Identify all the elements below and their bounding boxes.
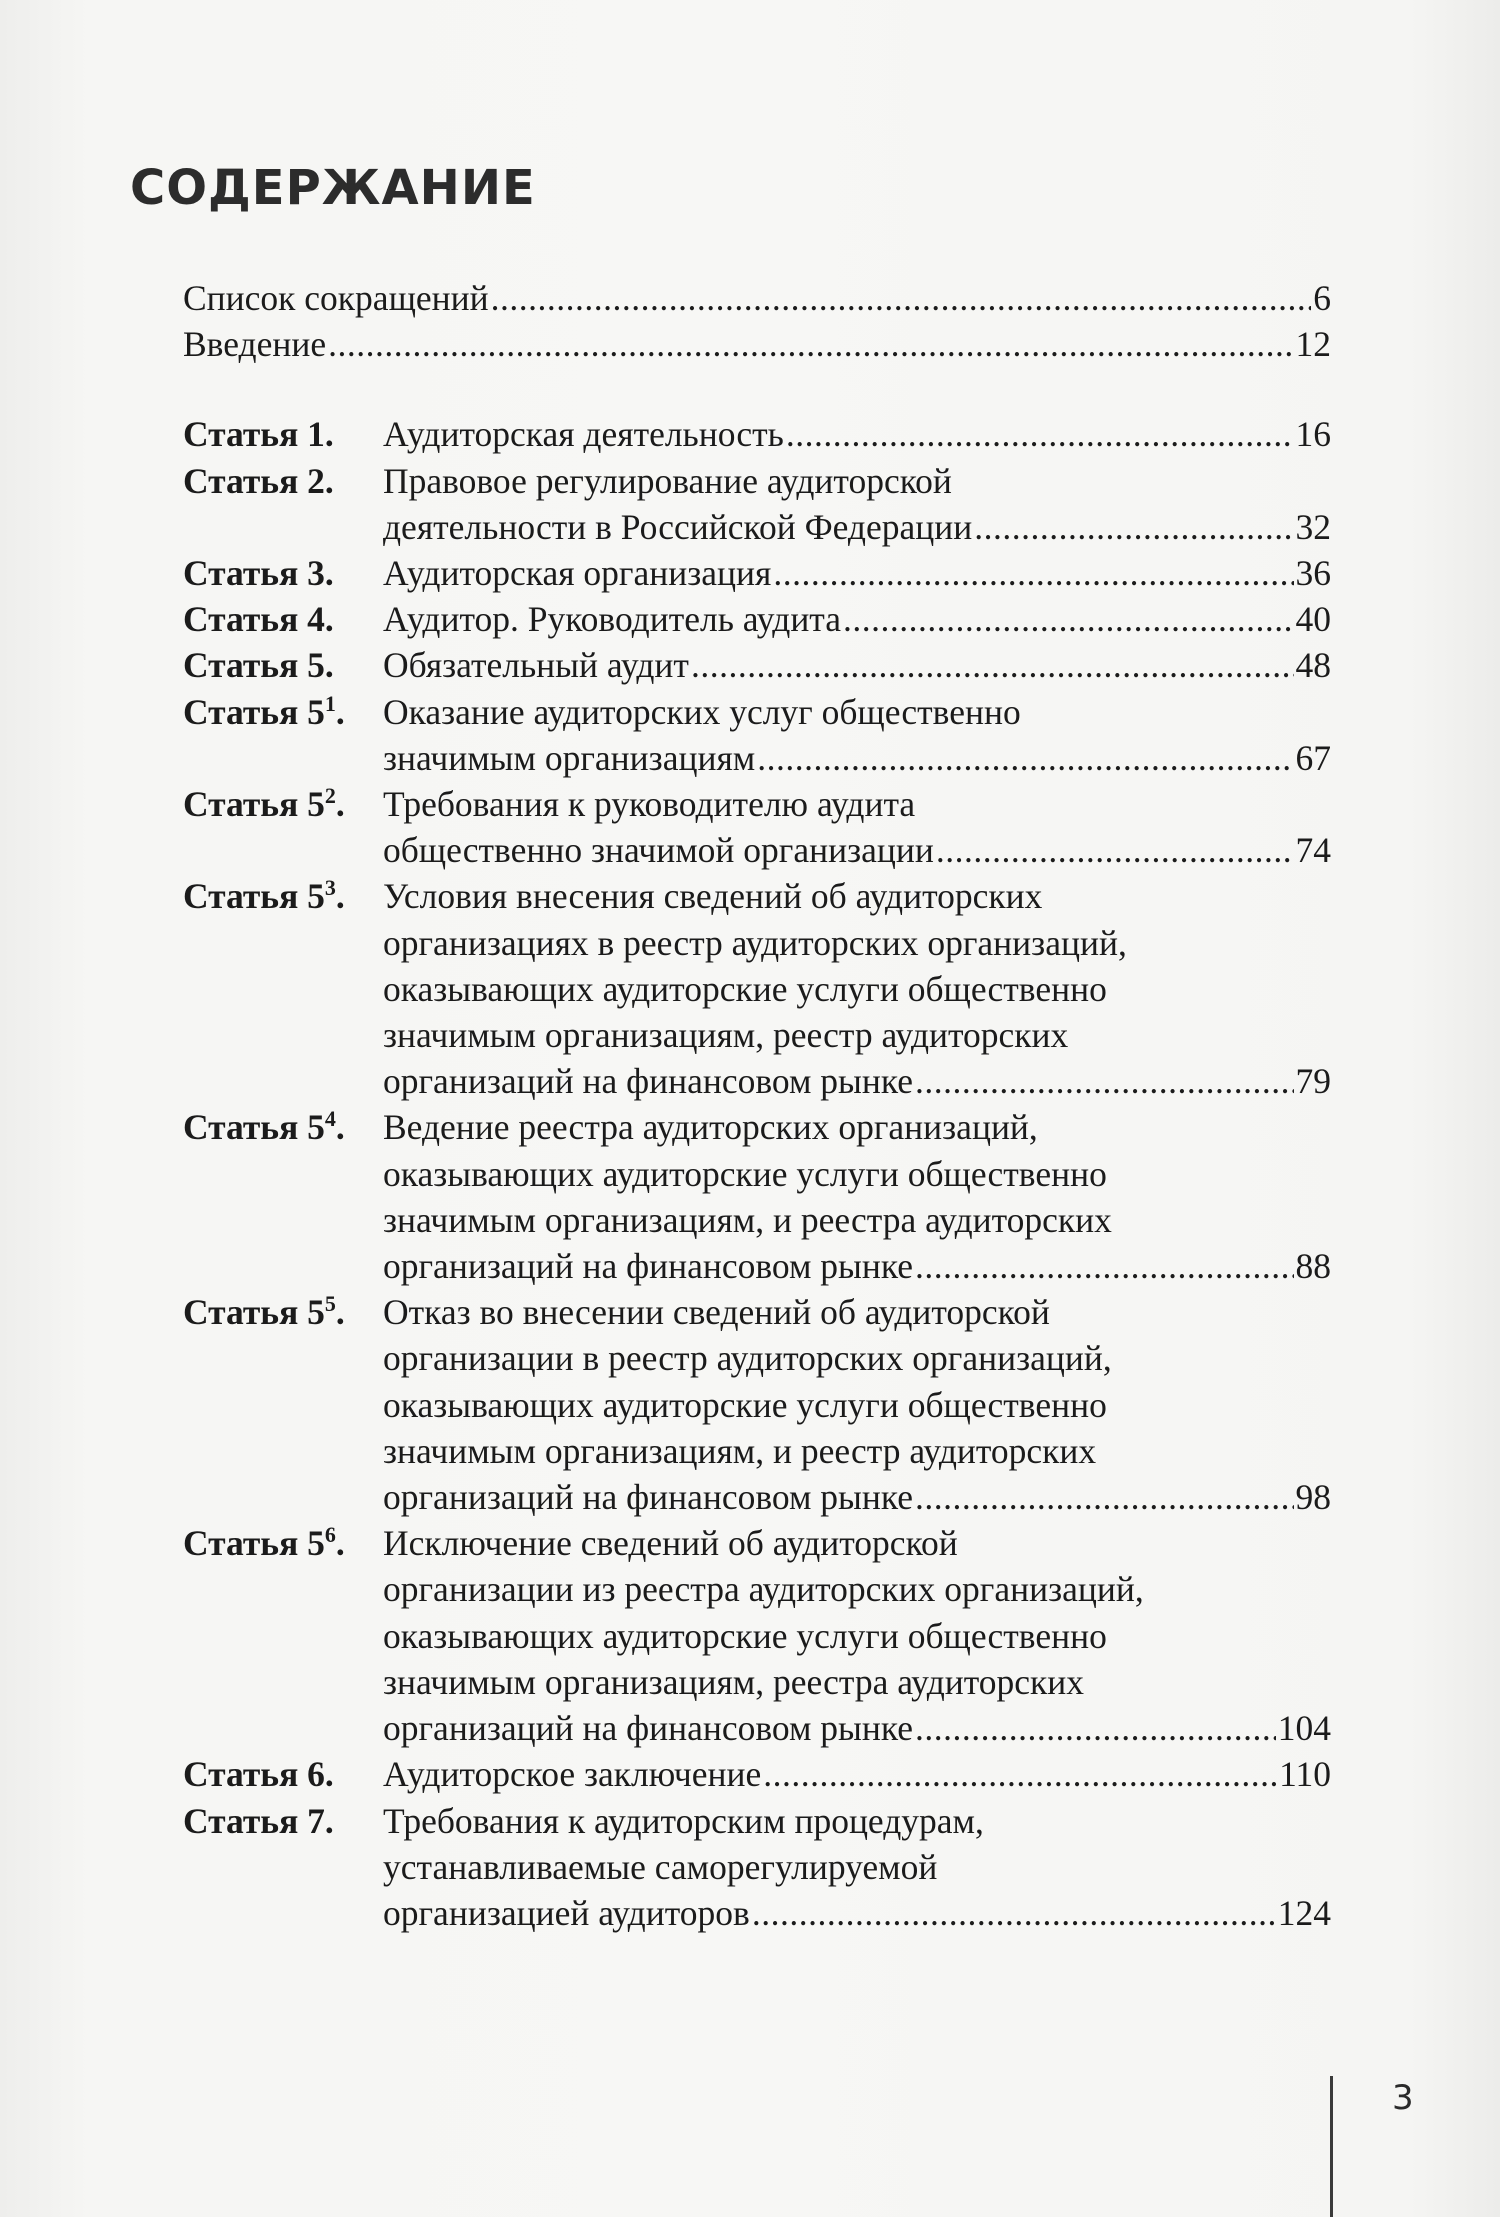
toc-entry-title — [383, 689, 1331, 781]
article-number — [183, 873, 383, 919]
toc-entry-line: Список сокращений — [183, 278, 489, 318]
article-label: Статья 5. — [183, 645, 334, 686]
toc-entry-line: организаций на финансовом рынке — [383, 1061, 914, 1102]
toc-entry-line: Исключение сведений об аудиторской — [383, 1523, 958, 1564]
dot-leader — [915, 1058, 1293, 1104]
dot-leader — [915, 1705, 1276, 1751]
toc-entry-last-line — [383, 596, 1331, 642]
toc-page-number: 67 — [1295, 737, 1331, 778]
dot-leader — [763, 1751, 1277, 1797]
article-label: Статья 5 — [183, 1107, 325, 1148]
toc-page-number: 36 — [1295, 553, 1331, 594]
toc-entry-last-line — [183, 275, 1331, 321]
toc-entry-title — [183, 275, 1331, 321]
article-number — [183, 550, 383, 596]
toc-page-number: 48 — [1295, 645, 1331, 686]
article-dot: . — [335, 784, 345, 825]
toc-entry-line: оказывающих аудиторские услуги общественно — [383, 1615, 1107, 1656]
toc-entry-last-line — [383, 735, 1331, 781]
toc-entry-title — [383, 596, 1331, 642]
toc-entry — [183, 1798, 1331, 1937]
toc-entry-last-line — [183, 321, 1331, 367]
toc-entry-title — [383, 411, 1331, 457]
toc-entry-line: Аудиторская деятельность — [383, 414, 784, 455]
dot-leader — [843, 596, 1293, 642]
toc-entry-line: устанавливаемые саморегулируемой — [383, 1846, 938, 1887]
dot-leader — [491, 275, 1312, 321]
toc-entry-line: Ведение реестра аудиторских организаций, — [383, 1107, 1038, 1148]
toc-entry-line: Требования к аудиторским процедурам, — [383, 1800, 984, 1841]
toc-entry — [183, 321, 1331, 367]
article-label: Статья 5 — [183, 691, 325, 732]
toc-page-number: 74 — [1295, 830, 1331, 871]
article-dot: . — [335, 1292, 345, 1333]
article-superscript: 4 — [324, 1106, 336, 1132]
dot-leader — [786, 411, 1294, 457]
dot-leader — [915, 1243, 1293, 1289]
toc-entry — [183, 411, 1331, 457]
toc-entry-last-line — [383, 642, 1331, 688]
toc-page-number: 104 — [1277, 1708, 1331, 1749]
toc-entry — [183, 642, 1331, 688]
article-number — [183, 1520, 383, 1566]
article-dot: . — [335, 876, 345, 917]
toc-entry-line: значимым организациям, и реестр аудиторских — [383, 1430, 1097, 1471]
toc-entry — [183, 873, 1331, 1104]
toc-entry — [183, 596, 1331, 642]
toc-entry-line: Требования к руководителю аудита — [383, 784, 916, 825]
toc-entry-title — [383, 550, 1331, 596]
toc-entry-title — [183, 321, 1331, 367]
article-label: Статья 6. — [183, 1754, 334, 1795]
toc-entry-last-line — [383, 504, 1331, 550]
toc-entry-line: значимым организациям, реестра аудиторских — [383, 1661, 1085, 1702]
toc-page-number: 16 — [1295, 414, 1331, 455]
dot-leader — [752, 1890, 1276, 1936]
toc-entry-last-line — [383, 411, 1331, 457]
toc-page-number: 6 — [1313, 278, 1331, 318]
toc-entry-line: организаций на финансовом рынке — [383, 1708, 914, 1749]
toc-entry-line: Аудиторская организация — [383, 553, 772, 594]
toc-entry — [183, 275, 1331, 321]
article-superscript: 3 — [324, 875, 336, 901]
article-dot: . — [335, 691, 345, 732]
dot-leader — [915, 1474, 1293, 1520]
toc-entry-line: Аудиторское заключение — [383, 1754, 762, 1795]
toc-heading: СОДЕРЖАНИЕ — [130, 160, 536, 216]
toc-entry-line: организации в реестр аудиторских организаций, — [383, 1338, 1112, 1379]
toc-page-number: 124 — [1277, 1892, 1331, 1933]
toc-entry-last-line — [383, 1890, 1331, 1936]
toc-entry-line: оказывающих аудиторские услуги общественно — [383, 968, 1107, 1009]
article-number — [183, 1798, 383, 1844]
article-superscript: 6 — [324, 1522, 336, 1548]
toc-entry-last-line — [383, 827, 1331, 873]
toc-entry-line: Правовое регулирование аудиторской — [383, 460, 952, 501]
article-label: Статья 5 — [183, 784, 325, 825]
toc-entry-line: организаций на финансовом рынке — [383, 1477, 914, 1518]
toc-entry-line: организациях в реестр аудиторских организаций, — [383, 922, 1127, 963]
toc-page-number: 98 — [1295, 1477, 1331, 1518]
article-number — [183, 1104, 383, 1150]
article-label: Статья 1. — [183, 414, 334, 455]
toc-entry — [183, 781, 1331, 873]
toc-entry-line: Отказ во внесении сведений об аудиторской — [383, 1292, 1050, 1333]
toc-entry-title — [383, 781, 1331, 873]
toc-entry-line: Введение — [183, 324, 327, 365]
toc-page-number: 12 — [1295, 324, 1331, 365]
toc-entry-line: Условия внесения сведений об аудиторских — [383, 876, 1043, 917]
toc-page-number: 88 — [1295, 1246, 1331, 1287]
toc-entry-line: оказывающих аудиторские услуги общественно — [383, 1384, 1107, 1425]
toc-entry-title — [383, 1104, 1331, 1289]
article-dot: . — [335, 1523, 345, 1564]
page-number: 3 — [1392, 2078, 1414, 2118]
article-number — [183, 458, 383, 504]
toc-entry-title — [383, 1289, 1331, 1520]
toc-entry — [183, 1289, 1331, 1520]
dot-leader — [773, 550, 1293, 596]
article-number — [183, 596, 383, 642]
article-superscript: 1 — [324, 690, 336, 716]
toc-entry-last-line — [383, 1705, 1331, 1751]
toc-entry-last-line — [383, 1751, 1331, 1797]
toc-page-number: 32 — [1295, 506, 1331, 547]
toc-entry-line: деятельности в Российской Федерации — [383, 506, 973, 547]
toc-entry-line: организаций на финансовом рынке — [383, 1246, 914, 1287]
article-label: Статья 5 — [183, 876, 325, 917]
toc-entry-title — [383, 458, 1331, 550]
toc-entry-line: Аудитор. Руководитель аудита — [383, 599, 842, 640]
article-superscript: 2 — [324, 782, 336, 808]
toc-entry-title — [383, 873, 1331, 1104]
toc-entry-line: значимым организациям, реестр аудиторских — [383, 1015, 1069, 1056]
toc-entry-line: оказывающих аудиторские услуги общественно — [383, 1153, 1107, 1194]
toc-entry — [183, 689, 1331, 781]
toc-entry-last-line — [383, 550, 1331, 596]
toc-page-number: 110 — [1279, 1754, 1331, 1795]
toc-entry — [183, 458, 1331, 550]
toc-entry-line: Оказание аудиторских услуг общественно — [383, 691, 1021, 732]
toc-entry-line: организацией аудиторов — [383, 1892, 750, 1933]
table-of-contents — [183, 275, 1331, 1936]
article-number — [183, 689, 383, 735]
toc-entry-line: общественно значимой организации — [383, 830, 934, 871]
toc-entry — [183, 1104, 1331, 1289]
toc-entry-title — [383, 1520, 1331, 1751]
article-number — [183, 411, 383, 457]
toc-page-number: 40 — [1295, 599, 1331, 640]
dot-leader — [757, 735, 1293, 781]
toc-entry-title — [383, 1798, 1331, 1937]
toc-page-number: 79 — [1295, 1061, 1331, 1102]
toc-entry-line: Обязательный аудит — [383, 645, 689, 686]
article-number — [183, 1751, 383, 1797]
article-label: Статья 4. — [183, 599, 334, 640]
article-number — [183, 642, 383, 688]
article-number — [183, 1289, 383, 1335]
article-dot: . — [335, 1107, 345, 1148]
toc-entry-line: организации из реестра аудиторских организаций, — [383, 1569, 1144, 1610]
toc-entry-line: значимым организациям — [383, 737, 756, 778]
dot-leader — [691, 642, 1294, 688]
article-label: Статья 3. — [183, 553, 334, 594]
article-superscript: 5 — [324, 1291, 336, 1317]
toc-entry — [183, 1751, 1331, 1797]
article-label: Статья 5 — [183, 1292, 325, 1333]
article-label: Статья 7. — [183, 1800, 334, 1841]
dot-leader — [328, 321, 1293, 367]
article-label: Статья 5 — [183, 1523, 325, 1564]
article-label: Статья 2. — [183, 460, 334, 501]
toc-entry-last-line — [383, 1474, 1331, 1520]
toc-entry — [183, 1520, 1331, 1751]
toc-entry-title — [383, 1751, 1331, 1797]
article-number — [183, 781, 383, 827]
toc-entry-line: значимым организациям, и реестра аудиторских — [383, 1199, 1112, 1240]
folio-rule — [1330, 2076, 1333, 2217]
toc-entry — [183, 550, 1331, 596]
dot-leader — [936, 827, 1294, 873]
toc-entry-title — [383, 642, 1331, 688]
dot-leader — [974, 504, 1293, 550]
toc-entry-last-line — [383, 1058, 1331, 1104]
toc-entry-last-line — [383, 1243, 1331, 1289]
